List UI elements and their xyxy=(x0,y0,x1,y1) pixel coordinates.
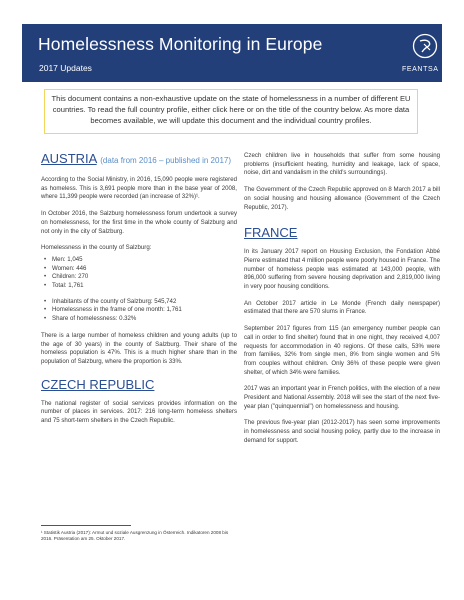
france-paragraph-1: In its January 2017 report on Housing Exclusion, the Fondation Abbé Pierre estimated that 4 million people were poorly housed in France. The number of homeless people was estimated at 143,000 people, with 896,000 suffering from severe housing deprivation and 2,819,000 living in very poor housing conditions. xyxy=(244,248,441,291)
bullet-icon: • xyxy=(44,282,47,290)
list-item: • Total: 1,761 xyxy=(44,282,84,290)
austria-salzburg-list xyxy=(41,256,237,291)
austria-heading[interactable] xyxy=(41,152,237,167)
header-banner xyxy=(22,24,442,82)
footnote-divider xyxy=(41,525,131,526)
austria-title-link[interactable]: AUSTRIA xyxy=(41,151,97,166)
france-paragraph-5: The previous five-year plan (2012-2017) has seen some improvements in homelessness and social housing policy, partly due to the increase in demand for support. xyxy=(244,419,440,444)
france-title-link[interactable]: FRANCE xyxy=(244,225,298,241)
list-item: • Children: 270 xyxy=(44,273,89,281)
page-title: Homelessness Monitoring in Europe xyxy=(38,34,323,54)
bullet-icon: • xyxy=(44,264,47,272)
austria-paragraph-2: In October 2016, the Salzburg homelessness forum undertook a survey on homelessness, for the first time in the whole county of Salzburg and not only in the city of Salzburg. xyxy=(41,210,237,235)
list-item: • Inhabitants of the county of Salzburg: 545,742 xyxy=(44,297,177,305)
list-item: • Women: 446 xyxy=(44,264,87,272)
bullet-icon: • xyxy=(44,273,47,281)
right-column xyxy=(244,152,440,446)
czech-paragraph-3: The Government of the Czech Republic approved on 8 March 2017 a bill on social housing and housing allowance (Government of the Czech Republic, 2017). xyxy=(244,186,440,211)
feantsa-logo-icon xyxy=(412,33,438,59)
notice-box: This document contains a non-exhaustive update on the state of homelessness in a number of different EU countries. To read the full country profile, either click here or on the title of the country below. As more data becomes available, we will update this document and the individual country profiles. xyxy=(44,89,418,134)
austria-list-intro: Homelessness in the county of Salzburg: xyxy=(41,244,152,252)
footnote: ¹ Statistik Austria (2017): Armut und soziale Ausgrenzung in Österreich. Indikatoren 2008 bis 2016. Präsentation am 25. Oktober 2017. xyxy=(41,530,229,542)
austria-paragraph-3: There is a large number of homeless children and young adults (up to the age of 30 years) in the county of Salzburg. Their share of the homeless population is 47%. This is a much higher share than in the population of Salzburg, where the proportion is 33%. xyxy=(41,331,237,365)
czech-heading[interactable] xyxy=(41,378,237,391)
austria-share-list xyxy=(41,298,237,324)
czech-title-link[interactable]: CZECH REPUBLIC xyxy=(41,376,155,392)
list-item: • Share of homelessness: 0.32% xyxy=(44,315,137,323)
page-subtitle: 2017 Updates xyxy=(39,63,92,73)
france-paragraph-3: September 2017 figures from 115 (an emergency number people can call in order to find shelter) found that in one night, they received 4,007 requests for accommodation in 40 regions. Of these calls, 53% were from families, 32% from single men, 8% from single women and 5% from couples without children. Only 36% of these people were given shelter, of which 34% were families. xyxy=(244,325,440,376)
france-paragraph-2: An October 2017 article in Le Monde (French daily newspaper) estimated that there are 570 slums in France. xyxy=(244,299,440,316)
bullet-icon: • xyxy=(44,297,47,305)
list-item: • Homelessness in the frame of one month: 1,761 xyxy=(44,306,182,314)
france-paragraph-4: 2017 was an important year in French politics, with the election of a new President and National Assembly. 2018 will see the start of the next five-year plan ("quinquennial") on homelessness and housing. xyxy=(244,385,440,410)
czech-paragraph-2: Czech children live in households that suffer from some housing problems (insufficient heating, humidity and leakage, lack of space, noise, dirt and vandalism in the child's surroundings). xyxy=(244,152,440,177)
bullet-icon: • xyxy=(44,315,47,323)
bullet-icon: • xyxy=(44,255,47,263)
austria-heading-note: (data from 2016 – published in 2017) xyxy=(100,156,232,165)
bullet-icon: • xyxy=(44,306,47,314)
logo-wordmark: FEANTSA xyxy=(402,66,439,73)
left-column xyxy=(41,152,237,426)
list-item: • Men: 1,045 xyxy=(44,255,83,263)
austria-paragraph-1: According to the Social Ministry, in 2016, 15,090 people were registered as homeless. This is 3,691 people more than in the base year of 2008, where 11,399 people were recorded (an increase of 32%)¹. xyxy=(41,176,237,201)
czech-paragraph-1: The national register of social services provides information on the number of places in services. 2017: 216 long-term homeless shelters and 75 short-term shelters in the Czech Republic. xyxy=(41,399,237,425)
france-heading[interactable] xyxy=(244,226,440,239)
